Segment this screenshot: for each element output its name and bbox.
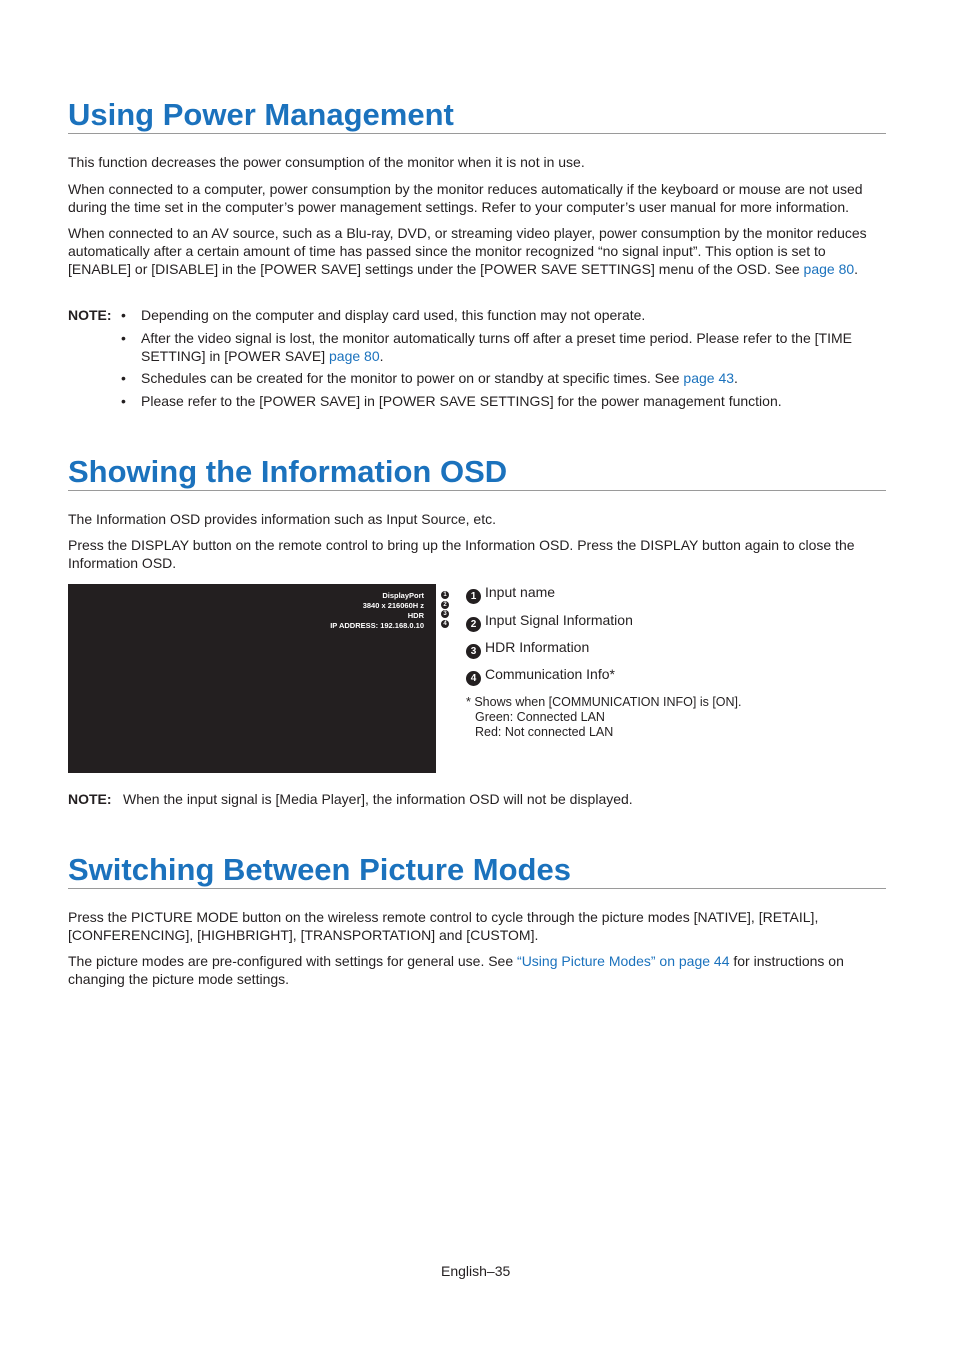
power-note-4: Please refer to the [POWER SAVE] in [POWER SAVE SETTINGS] for the power management function. — [141, 393, 782, 409]
power-note-2-end: . — [379, 348, 384, 364]
legend-item-2 — [466, 611, 633, 632]
power-note-3-end: . — [734, 370, 738, 386]
osd-callout-markers — [441, 591, 449, 629]
power-note-3-text: Schedules can be created for the monitor to power on or standby at specific times. See — [141, 370, 684, 386]
legend-label-2: Input Signal Information — [485, 612, 633, 628]
footnote-line-1: * Shows when [COMMUNICATION INFO] is [ON]. — [466, 695, 742, 709]
bullet: • — [121, 330, 126, 346]
picture-paragraph-2 — [68, 952, 886, 988]
information-osd-screen — [68, 584, 436, 773]
legend-number-4: 4 — [466, 671, 481, 686]
picture-paragraph-1: Press the PICTURE MODE button on the wireless remote control to cycle through the picture modes [NATIVE], [RETAIL], [CONFERENCING], [HIGHBRIGHT], [TRANSPORTATION] and [CUSTOM]. — [68, 909, 819, 943]
callout-marker-2: 2 — [441, 601, 449, 609]
heading-picture-modes: Switching Between Picture Modes — [68, 852, 886, 889]
heading-power-management: Using Power Management — [68, 97, 886, 134]
link-using-picture-modes[interactable]: “Using Picture Modes” on page 44 — [517, 953, 730, 969]
footnote-line-2: Green: Connected LAN — [475, 710, 605, 724]
power-paragraph-1: This function decreases the power consumption of the monitor when it is not in use. — [68, 154, 585, 170]
callout-marker-1: 1 — [441, 591, 449, 599]
legend-item-3 — [466, 638, 589, 659]
picture-paragraph-2-text: The picture modes are pre-configured with settings for general use. See — [68, 953, 518, 969]
power-note-3 — [141, 369, 886, 387]
power-paragraph-3-text: When connected to an AV source, such as a Blu-ray, DVD, or streaming video player, power consumption by the monitor reduces automatically after a certain amount of time has passed since the monitor recognized “no signal input”. This option is set to [ENABLE] or [DISABLE] in the [POWER SAVE] settings under the [POWER SAVE SETTINGS] menu of the OSD. See — [68, 225, 867, 277]
osd-signal-info: 3840 x 216060H z — [362, 601, 424, 610]
heading-information-osd: Showing the Information OSD — [68, 454, 886, 491]
info-paragraph-1: The Information OSD provides information such as Input Source, etc. — [68, 511, 496, 527]
power-paragraph-3 — [68, 224, 886, 278]
link-page-80[interactable]: page 80 — [329, 348, 380, 364]
bullet: • — [121, 370, 126, 386]
info-note-text: When the input signal is [Media Player], the information OSD will not be displayed. — [123, 791, 633, 807]
page-number: English–35 — [441, 1263, 511, 1279]
legend-label-4: Communication Info* — [485, 666, 615, 682]
legend-label-1: Input name — [485, 584, 556, 600]
power-paragraph-3-end: . — [854, 261, 859, 277]
legend-number-1: 1 — [466, 589, 481, 604]
legend-label-3: HDR Information — [485, 639, 590, 655]
osd-input-name: DisplayPort — [382, 591, 424, 600]
bullet: • — [121, 393, 126, 409]
bullet: • — [121, 307, 126, 323]
power-note-2-text: After the video signal is lost, the monitor automatically turns off after a preset time period. Please refer to the [TIME SETTING] in [POWER SAVE] — [141, 330, 852, 364]
info-note-label: NOTE: — [68, 791, 112, 807]
legend-item-4 — [466, 665, 615, 686]
legend-number-2: 2 — [466, 617, 481, 632]
link-page-80[interactable]: page 80 — [803, 261, 855, 277]
legend-item-1 — [466, 583, 555, 604]
callout-marker-4: 4 — [441, 620, 449, 628]
footnote-line-3: Red: Not connected LAN — [475, 725, 614, 739]
osd-communication-info: IP ADDRESS: 192.168.0.10 — [330, 621, 424, 630]
osd-hdr-info: HDR — [407, 611, 424, 620]
power-paragraph-2: When connected to a computer, power consumption by the monitor reduces automatically if the keyboard or mouse are not used during the time set in the computer’s power management settings. Refer to your computer’s user manual for more information. — [68, 181, 863, 215]
info-paragraph-2: Press the DISPLAY button on the remote control to bring up the Information OSD. Press the DISPLAY button again to close the Information OSD. — [68, 537, 855, 571]
callout-marker-3: 3 — [441, 610, 449, 618]
osd-text-block — [330, 591, 424, 631]
picture-paragraph-2-end: for instructions on changing the picture mode settings. — [68, 953, 844, 987]
power-note-label: NOTE: — [68, 307, 112, 323]
link-page-43[interactable]: page 43 — [683, 370, 735, 386]
power-note-1: Depending on the computer and display card used, this function may not operate. — [141, 307, 646, 323]
power-note-2 — [141, 329, 886, 365]
legend-number-3: 3 — [466, 644, 481, 659]
